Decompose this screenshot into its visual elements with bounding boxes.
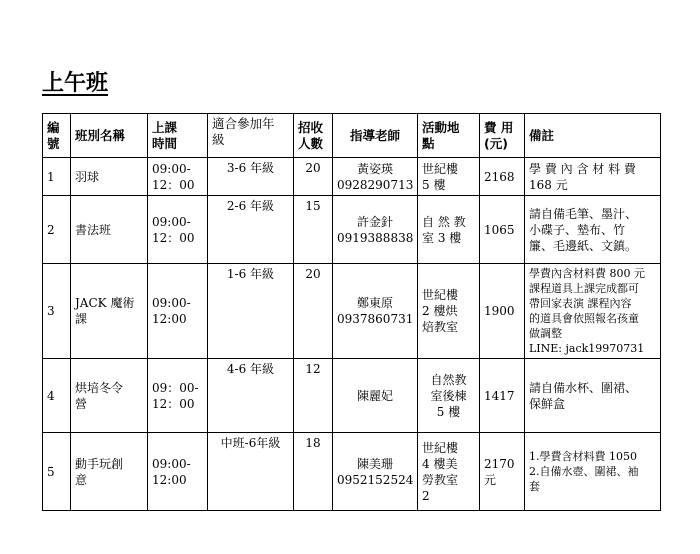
page-title: 上午班: [42, 71, 109, 96]
row-name: 書法班: [71, 196, 148, 264]
row-count: 12: [294, 359, 333, 433]
row-fee: 1417: [480, 359, 525, 433]
row-no: 5: [43, 433, 71, 511]
row-grade: 中班-6年級: [208, 433, 294, 511]
table-row: [43, 158, 661, 196]
table-row: [43, 433, 661, 511]
row-count: 20: [294, 158, 333, 196]
header-class-name: 班別名稱: [71, 114, 148, 158]
row-teacher: 黃姿瑛 0928290713: [333, 158, 418, 196]
header-row: [43, 114, 661, 158]
row-place: 世紀樓 2 樓烘 焙教室: [418, 264, 480, 359]
table-row: [43, 359, 661, 433]
row-fee: 2170 元: [480, 433, 525, 511]
row-place: 世紀樓 5 樓: [418, 158, 480, 196]
row-place: 自然教 室後棟 5 樓: [418, 359, 480, 433]
row-note: 1.學費含材料費 1050 2.自備水壺、圍裙、袖 套: [525, 433, 661, 511]
row-time: 09:00- 12:00: [148, 264, 208, 359]
row-grade: 3-6 年級: [208, 158, 294, 196]
row-count: 20: [294, 264, 333, 359]
row-no: 1: [43, 158, 71, 196]
row-place: 世紀樓 4 樓美 勞教室 2: [418, 433, 480, 511]
row-name: 烘培冬令 營: [71, 359, 148, 433]
row-time: 09:00- 12:00: [148, 433, 208, 511]
row-place: 自 然 教 室 3 樓: [418, 196, 480, 264]
row-teacher: 許金針 0919388838: [333, 196, 418, 264]
row-fee: 2168: [480, 158, 525, 196]
row-teacher: 陳麗妃: [333, 359, 418, 433]
header-time: 上課 時間: [148, 114, 208, 158]
row-fee: 1900: [480, 264, 525, 359]
row-no: 4: [43, 359, 71, 433]
row-teacher: 陳美珊 0952152524: [333, 433, 418, 511]
row-grade: 4-6 年級: [208, 359, 294, 433]
row-note: 學費內含材料費 800 元 課程道具上課完成都可 帶回家表演 課程內容 的道具會依照報名孩童 做調整 LINE: jack19970731: [525, 264, 661, 359]
header-count: 招收 人數: [294, 114, 333, 158]
class-table: [42, 113, 661, 511]
header-teacher: 指導老師: [333, 114, 418, 158]
row-name: JACK 魔術課: [71, 264, 148, 359]
table-row: [43, 264, 661, 359]
row-fee: 1065: [480, 196, 525, 264]
row-time: 09：00- 12：00: [148, 359, 208, 433]
row-grade: 1-6 年級: [208, 264, 294, 359]
header-place: 活動地 點: [418, 114, 480, 158]
row-no: 3: [43, 264, 71, 359]
header-grade: 適合參加年 級: [208, 114, 294, 158]
row-teacher: 鄭東原 0937860731: [333, 264, 418, 359]
table-row: [43, 196, 661, 264]
row-grade: 2-6 年級: [208, 196, 294, 264]
row-time: 09:00- 12：00: [148, 196, 208, 264]
row-no: 2: [43, 196, 71, 264]
row-note: 請自備毛筆、墨汁、 小碟子、墊布、竹 簾、毛邊紙、文鎮。: [525, 196, 661, 264]
row-time: 09:00- 12：00: [148, 158, 208, 196]
header-fee: 費 用 (元): [480, 114, 525, 158]
row-name: 動手玩創 意: [71, 433, 148, 511]
row-name: 羽球: [71, 158, 148, 196]
row-note: 學 費 內 含 材 料 費 168 元: [525, 158, 661, 196]
row-count: 18: [294, 433, 333, 511]
header-no: 編 號: [43, 114, 71, 158]
row-count: 15: [294, 196, 333, 264]
row-note: 請自備水杯、圍裙、 保鮮盒: [525, 359, 661, 433]
header-note: 備註: [525, 114, 661, 158]
